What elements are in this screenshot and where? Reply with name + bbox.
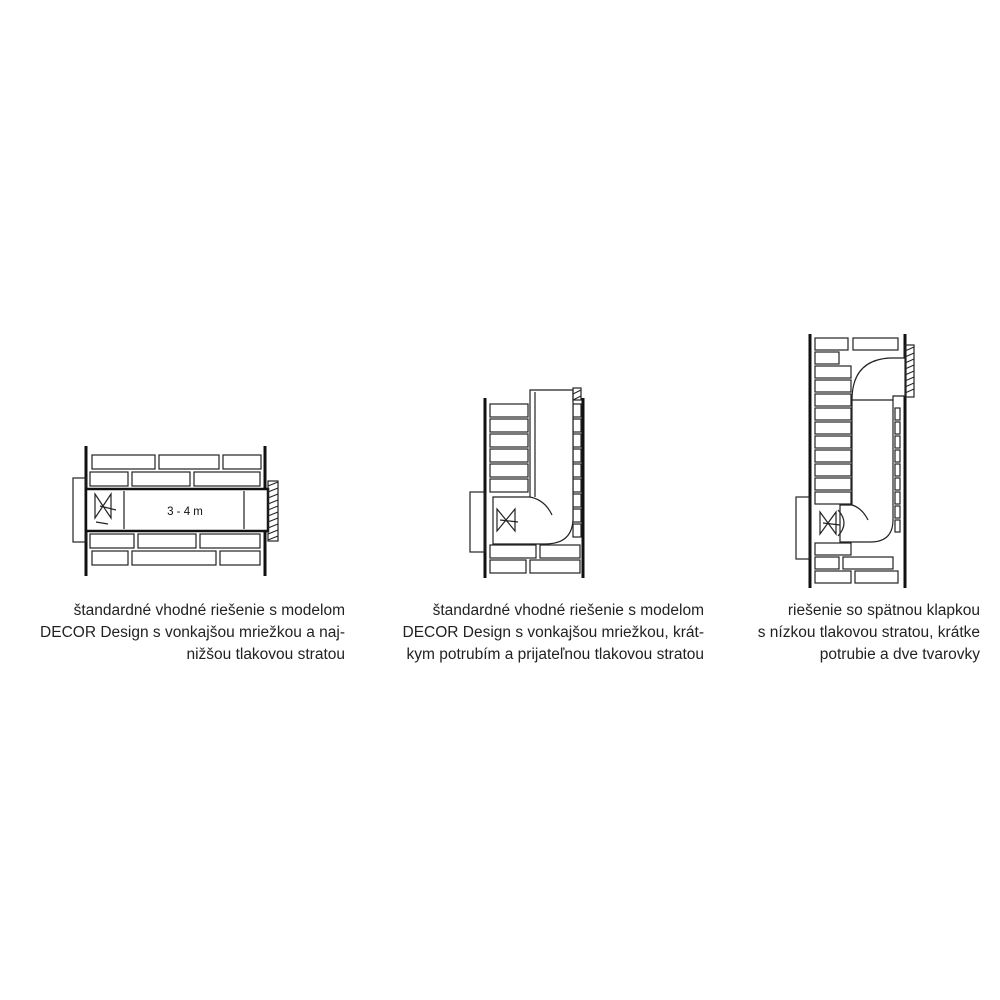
caption-line: štandardné vhodné riešenie s modelom: [432, 602, 704, 619]
panel-straight-diagram: [73, 446, 278, 576]
panel2-grille-hatch: [573, 388, 581, 400]
panel-elbow-diagram: [470, 388, 583, 578]
caption-line: štandardné vhodné riešenie s modelom: [73, 602, 345, 619]
caption-line: DECOR Design s vonkajšou mriežkou a naj-: [40, 624, 345, 641]
caption-line: potrubie a dve tvarovky: [819, 646, 980, 663]
caption-line: s nízkou tlakovou stratou, krátke: [757, 624, 980, 641]
caption-double-elbow: [758, 600, 980, 666]
caption-line: DECOR Design s vonkajšou mriežkou, krát-: [402, 624, 704, 641]
panel1-grille-hatch: [268, 481, 278, 541]
duct-length-label: 3 - 4 m: [167, 506, 203, 518]
caption-elbow: [403, 600, 705, 666]
panel3-fan-cover: [796, 497, 810, 559]
panel2-fan-cover: [470, 492, 485, 552]
panel3-fan-icon: [820, 512, 840, 534]
caption-line: kym potrubím a prijateľnou tlakovou stratou: [406, 646, 704, 663]
caption-straight: [40, 600, 345, 666]
caption-line: nižšou tlakovou stratou: [186, 646, 345, 663]
panel1-fan-cover: [73, 478, 86, 542]
caption-line: riešenie so spätnou klapkou: [787, 602, 980, 619]
panel-double-elbow-diagram: [796, 334, 914, 588]
